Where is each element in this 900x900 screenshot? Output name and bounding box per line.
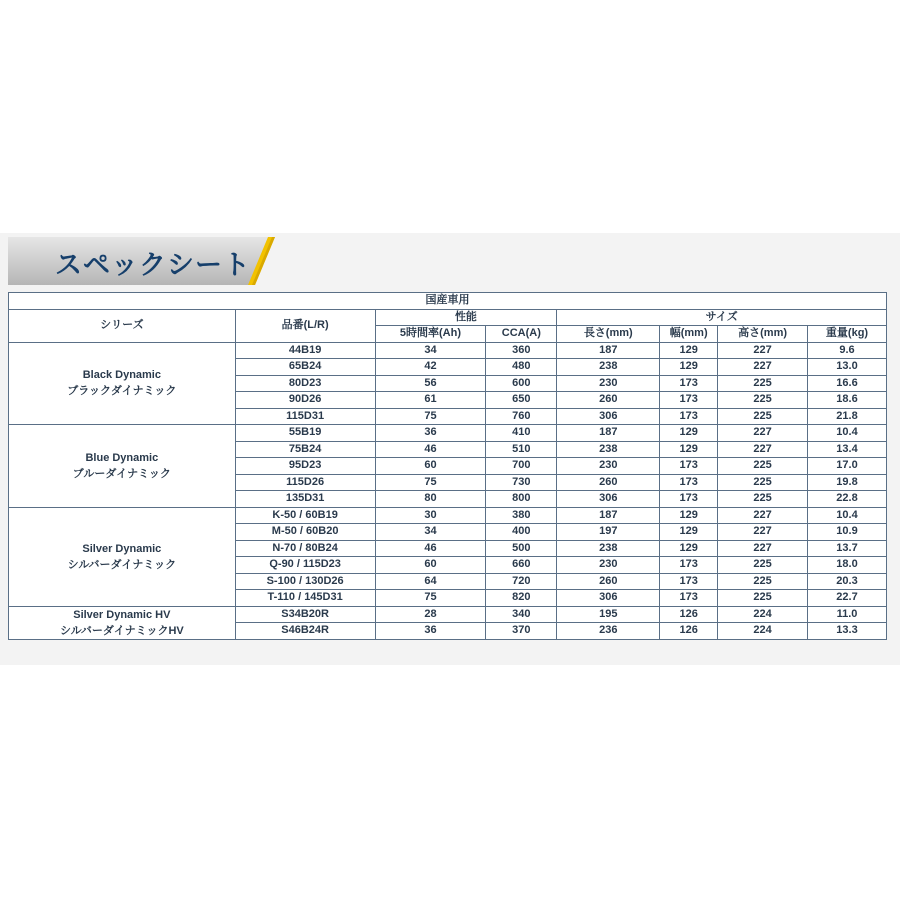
- height-cell: 224: [718, 623, 808, 640]
- ah-cell: 36: [375, 425, 486, 442]
- cca-cell: 380: [486, 507, 557, 524]
- part-cell: N-70 / 80B24: [235, 540, 375, 557]
- height-cell: 225: [718, 392, 808, 409]
- length-cell: 187: [557, 425, 660, 442]
- weight-cell: 13.0: [808, 359, 887, 376]
- series-name-ja: シルバーダイナミックHV: [59, 624, 184, 637]
- part-cell: 75B24: [235, 441, 375, 458]
- height-cell: 227: [718, 359, 808, 376]
- part-cell: 90D26: [235, 392, 375, 409]
- part-cell: 80D23: [235, 375, 375, 392]
- table-row: [9, 606, 887, 623]
- width-cell: 173: [660, 491, 718, 508]
- height-cell: 225: [718, 573, 808, 590]
- ah-cell: 30: [375, 507, 486, 524]
- weight-cell: 10.4: [808, 425, 887, 442]
- part-cell: 95D23: [235, 458, 375, 475]
- weight-cell: 13.4: [808, 441, 887, 458]
- weight-cell: 17.0: [808, 458, 887, 475]
- ah-cell: 34: [375, 342, 486, 359]
- cca-cell: 700: [486, 458, 557, 475]
- length-cell: 187: [557, 507, 660, 524]
- height-cell: 225: [718, 557, 808, 574]
- height-cell: 224: [718, 606, 808, 623]
- header-width: 幅(mm): [660, 326, 718, 343]
- cca-cell: 400: [486, 524, 557, 541]
- part-cell: M-50 / 60B20: [235, 524, 375, 541]
- ah-cell: 75: [375, 590, 486, 607]
- header-part: 品番(L/R): [235, 309, 375, 342]
- table-row: [9, 507, 887, 524]
- length-cell: 197: [557, 524, 660, 541]
- cca-cell: 730: [486, 474, 557, 491]
- cca-cell: 480: [486, 359, 557, 376]
- length-cell: 238: [557, 441, 660, 458]
- weight-cell: 18.6: [808, 392, 887, 409]
- part-cell: Q-90 / 115D23: [235, 557, 375, 574]
- ah-cell: 46: [375, 441, 486, 458]
- header-ah: 5時間率(Ah): [375, 326, 486, 343]
- part-cell: T-110 / 145D31: [235, 590, 375, 607]
- header-length: 長さ(mm): [557, 326, 660, 343]
- length-cell: 195: [557, 606, 660, 623]
- series-cell: [9, 425, 236, 508]
- header-domestic: 国産車用: [9, 293, 887, 310]
- cca-cell: 820: [486, 590, 557, 607]
- weight-cell: 9.6: [808, 342, 887, 359]
- weight-cell: 13.7: [808, 540, 887, 557]
- cca-cell: 660: [486, 557, 557, 574]
- length-cell: 187: [557, 342, 660, 359]
- height-cell: 225: [718, 590, 808, 607]
- series-name-en: Blue Dynamic: [85, 451, 159, 464]
- header-series: シリーズ: [9, 309, 236, 342]
- spec-table: [8, 292, 887, 640]
- part-cell: 135D31: [235, 491, 375, 508]
- table-row: [9, 425, 887, 442]
- part-cell: S-100 / 130D26: [235, 573, 375, 590]
- ah-cell: 42: [375, 359, 486, 376]
- length-cell: 230: [557, 375, 660, 392]
- header-height: 高さ(mm): [718, 326, 808, 343]
- part-cell: 55B19: [235, 425, 375, 442]
- ah-cell: 64: [375, 573, 486, 590]
- length-cell: 236: [557, 623, 660, 640]
- spec-panel: [0, 233, 900, 665]
- cca-cell: 650: [486, 392, 557, 409]
- part-cell: S34B20R: [235, 606, 375, 623]
- width-cell: 129: [660, 507, 718, 524]
- length-cell: 260: [557, 474, 660, 491]
- height-cell: 227: [718, 507, 808, 524]
- part-cell: 65B24: [235, 359, 375, 376]
- length-cell: 306: [557, 491, 660, 508]
- width-cell: 129: [660, 524, 718, 541]
- cca-cell: 800: [486, 491, 557, 508]
- cca-cell: 720: [486, 573, 557, 590]
- height-cell: 225: [718, 458, 808, 475]
- length-cell: 230: [557, 557, 660, 574]
- width-cell: 173: [660, 474, 718, 491]
- weight-cell: 11.0: [808, 606, 887, 623]
- ah-cell: 56: [375, 375, 486, 392]
- width-cell: 173: [660, 557, 718, 574]
- width-cell: 129: [660, 540, 718, 557]
- header-performance: 性能: [375, 309, 557, 326]
- height-cell: 227: [718, 425, 808, 442]
- width-cell: 173: [660, 590, 718, 607]
- cca-cell: 760: [486, 408, 557, 425]
- height-cell: 227: [718, 540, 808, 557]
- header-size: サイズ: [557, 309, 887, 326]
- width-cell: 173: [660, 392, 718, 409]
- width-cell: 129: [660, 425, 718, 442]
- width-cell: 129: [660, 359, 718, 376]
- cca-cell: 370: [486, 623, 557, 640]
- ah-cell: 75: [375, 474, 486, 491]
- weight-cell: 10.9: [808, 524, 887, 541]
- cca-cell: 600: [486, 375, 557, 392]
- part-cell: 115D31: [235, 408, 375, 425]
- height-cell: 225: [718, 474, 808, 491]
- series-name-en: Silver Dynamic HV: [73, 608, 171, 621]
- table-row: [9, 342, 887, 359]
- weight-cell: 22.7: [808, 590, 887, 607]
- cca-cell: 500: [486, 540, 557, 557]
- cca-cell: 360: [486, 342, 557, 359]
- series-cell: [9, 507, 236, 606]
- part-cell: 44B19: [235, 342, 375, 359]
- height-cell: 227: [718, 441, 808, 458]
- width-cell: 129: [660, 441, 718, 458]
- width-cell: 173: [660, 573, 718, 590]
- ah-cell: 36: [375, 623, 486, 640]
- ah-cell: 28: [375, 606, 486, 623]
- part-cell: K-50 / 60B19: [235, 507, 375, 524]
- length-cell: 306: [557, 408, 660, 425]
- length-cell: 238: [557, 540, 660, 557]
- series-name-ja: ブルーダイナミック: [72, 467, 171, 480]
- ah-cell: 46: [375, 540, 486, 557]
- length-cell: 260: [557, 392, 660, 409]
- banner-accent-stripe: [248, 237, 276, 285]
- series-cell: [9, 606, 236, 639]
- ah-cell: 60: [375, 557, 486, 574]
- series-cell: [9, 342, 236, 425]
- height-cell: 225: [718, 491, 808, 508]
- weight-cell: 20.3: [808, 573, 887, 590]
- width-cell: 126: [660, 623, 718, 640]
- ah-cell: 61: [375, 392, 486, 409]
- length-cell: 230: [557, 458, 660, 475]
- weight-cell: 18.0: [808, 557, 887, 574]
- cca-cell: 340: [486, 606, 557, 623]
- ah-cell: 75: [375, 408, 486, 425]
- cca-cell: 510: [486, 441, 557, 458]
- part-cell: S46B24R: [235, 623, 375, 640]
- weight-cell: 22.8: [808, 491, 887, 508]
- width-cell: 173: [660, 458, 718, 475]
- width-cell: 173: [660, 408, 718, 425]
- ah-cell: 80: [375, 491, 486, 508]
- height-cell: 227: [718, 524, 808, 541]
- width-cell: 173: [660, 375, 718, 392]
- weight-cell: 10.4: [808, 507, 887, 524]
- height-cell: 225: [718, 375, 808, 392]
- weight-cell: 19.8: [808, 474, 887, 491]
- series-name-ja: ブラックダイナミック: [67, 385, 177, 398]
- weight-cell: 21.8: [808, 408, 887, 425]
- width-cell: 126: [660, 606, 718, 623]
- height-cell: 225: [718, 408, 808, 425]
- weight-cell: 16.6: [808, 375, 887, 392]
- width-cell: 129: [660, 342, 718, 359]
- series-name-ja: シルバーダイナミック: [67, 558, 177, 571]
- length-cell: 260: [557, 573, 660, 590]
- header-weight: 重量(kg): [808, 326, 887, 343]
- header-cca: CCA(A): [486, 326, 557, 343]
- series-name-en: Silver Dynamic: [82, 542, 162, 555]
- part-cell: 115D26: [235, 474, 375, 491]
- length-cell: 238: [557, 359, 660, 376]
- weight-cell: 13.3: [808, 623, 887, 640]
- height-cell: 227: [718, 342, 808, 359]
- page-title: スペックシート: [55, 250, 251, 280]
- ah-cell: 60: [375, 458, 486, 475]
- series-name-en: Black Dynamic: [82, 369, 161, 382]
- ah-cell: 34: [375, 524, 486, 541]
- length-cell: 306: [557, 590, 660, 607]
- cca-cell: 410: [486, 425, 557, 442]
